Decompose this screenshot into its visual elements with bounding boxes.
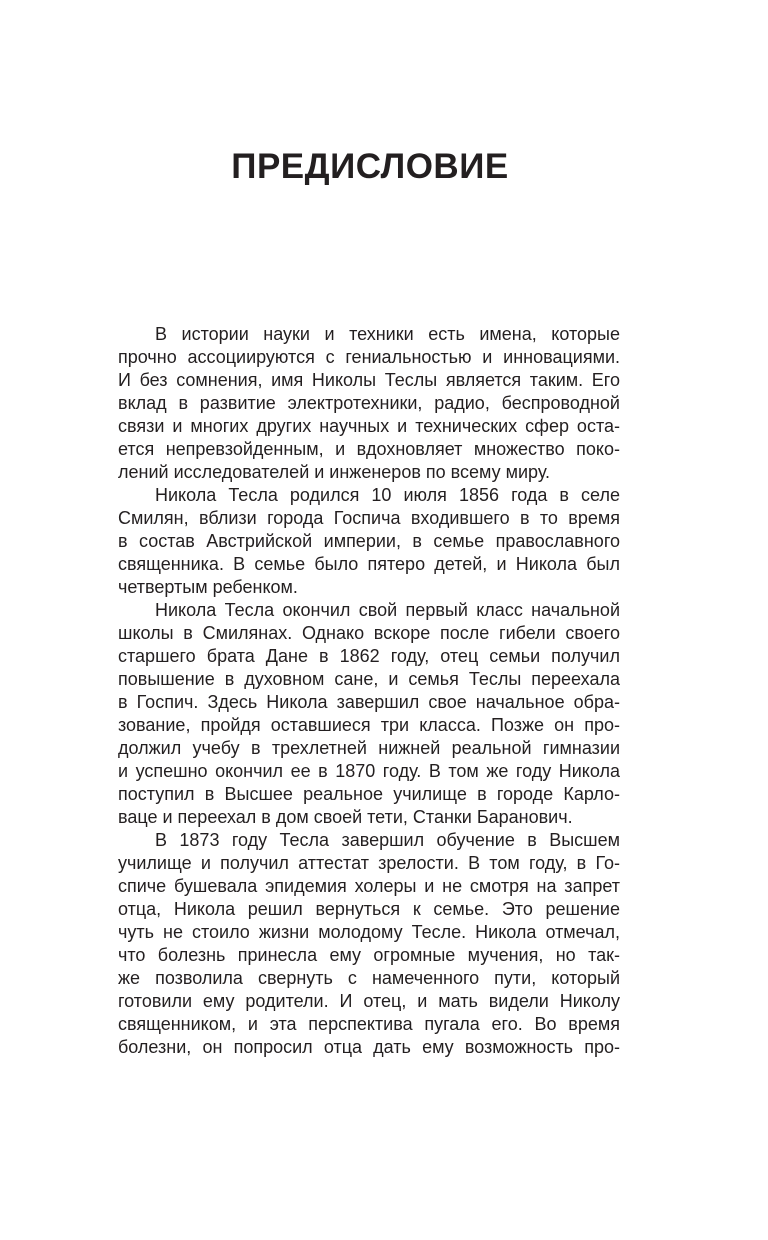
text-line: вклад в развитие электротехники, радио, беспроводной [118, 393, 620, 413]
text-line: повышение в духовном сане, и семья Теслы переехала [118, 669, 620, 689]
text-line: Никола Тесла родился 10 июля 1856 года в селе [155, 485, 620, 505]
text-line: болезни, он попросил отца дать ему возможность про- [118, 1037, 620, 1057]
text-line: священника. В семье было пятеро детей, и Никола был [118, 554, 620, 574]
text-line: зование, пройдя оставшиеся три класса. Позже он про- [118, 715, 620, 735]
text-line: чуть не стоило жизни молодому Тесле. Никола отмечал, [118, 922, 620, 942]
text-line: В 1873 году Тесла завершил обучение в Высшем [155, 830, 620, 850]
text-line: В истории науки и техники есть имена, которые [155, 324, 620, 344]
text-line: в состав Австрийской империи, в семье православного [118, 531, 620, 551]
text-line: ется непревзойденным, и вдохновляет множество поко- [118, 439, 620, 459]
text-line: лений исследователей и инженеров по всему миру. [118, 462, 551, 482]
text-line: отца, Никола решил вернуться к семье. Это решение [118, 899, 620, 919]
text-line: поступил в Высшее реальное училище в городе Карло- [118, 784, 620, 804]
chapter-title: ПРЕДИСЛОВИЕ [231, 147, 509, 186]
text-line: ваце и переехал в дом своей тети, Станки Баранович. [118, 807, 573, 827]
body-text [118, 323, 620, 1059]
text-line: спиче бушевала эпидемия холеры и не смотря на запрет [118, 876, 620, 896]
text-line: Никола Тесла окончил свой первый класс начальной [155, 600, 620, 620]
text-line: готовили ему родители. И отец, и мать видели Николу [118, 991, 620, 1011]
text-line: прочно ассоциируются с гениальностью и инновациями. [118, 347, 620, 367]
text-line: должил учебу в трехлетней нижней реальной гимназии [118, 738, 620, 758]
text-line: что болезнь принесла ему огромные мучения, но так- [118, 945, 620, 965]
text-line: и успешно окончил ее в 1870 году. В том же году Никола [118, 761, 620, 781]
text-line: священником, и эта перспектива пугала его. Во время [118, 1014, 620, 1034]
text-line: связи и многих других научных и технических сфер оста- [118, 416, 620, 436]
text-line: четвертым ребенком. [118, 577, 298, 597]
text-line: же позволила свернуть с намеченного пути, который [118, 968, 620, 988]
text-line: училище и получил аттестат зрелости. В том году, в Го- [118, 853, 620, 873]
text-line: в Госпич. Здесь Никола завершил свое начальное обра- [118, 692, 620, 712]
text-line: Смилян, вблизи города Госпича входившего в то время [118, 508, 620, 528]
text-line: И без сомнения, имя Николы Теслы является таким. Его [118, 370, 620, 390]
text-line: школы в Смилянах. Однако вскоре после гибели своего [118, 623, 620, 643]
text-line: старшего брата Дане в 1862 году, отец семьи получил [118, 646, 620, 666]
